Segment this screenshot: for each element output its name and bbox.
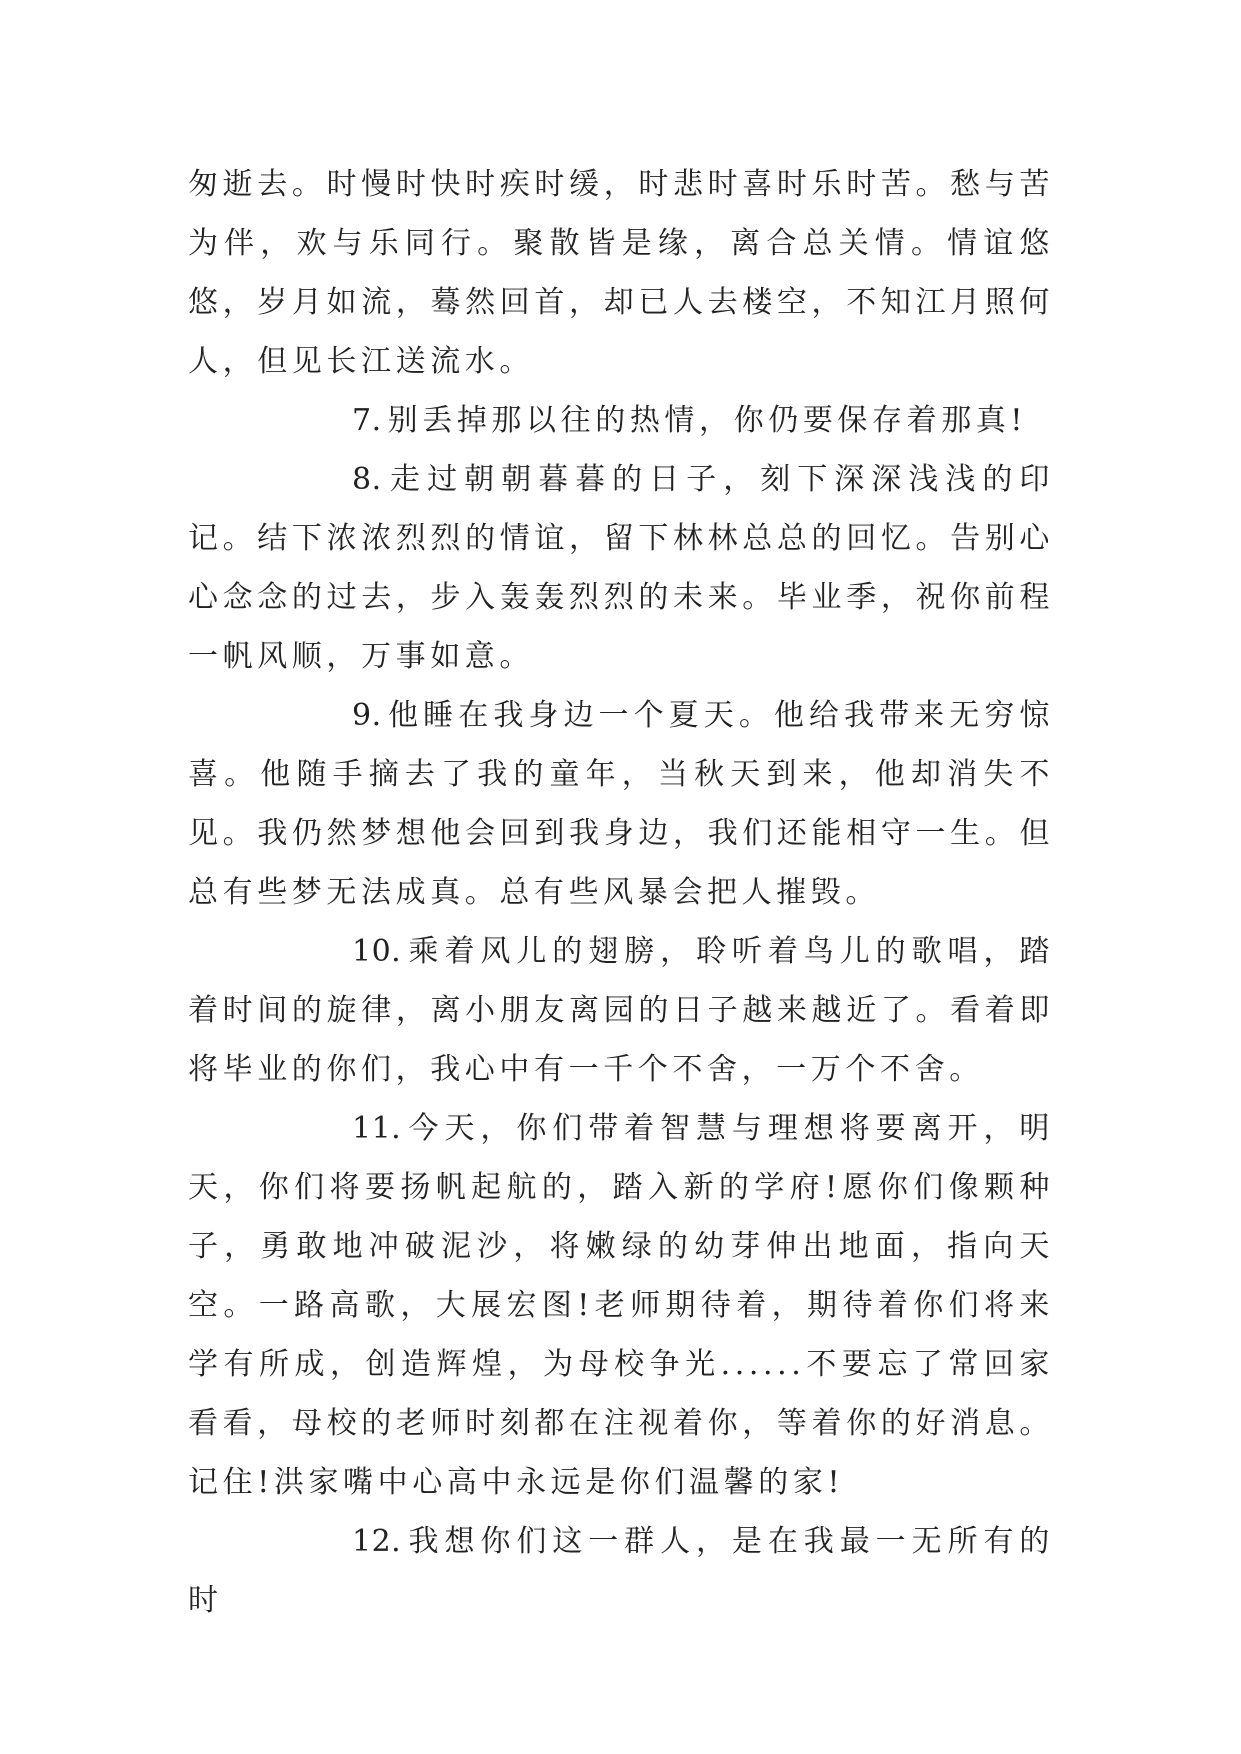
paragraph-8 bbox=[188, 450, 1054, 686]
paragraph-text: 他睡在我身边一个夏天。他给我带来无穷惊喜。他随手摘去了我的童年，当秋天到来，他却消失不见。我仍然梦想他会回到我身边，我们还能相守一生。但总有些梦无法成真。总有些风暴会把人摧毁。 bbox=[188, 698, 1054, 910]
document-body bbox=[188, 155, 1054, 1630]
paragraph-10 bbox=[188, 922, 1054, 1099]
paragraph-text: 走过朝朝暮暮的日子，刻下深深浅浅的印记。结下浓浓烈烈的情谊，留下林林总总的回忆。告别心心念念的过去，步入轰轰烈烈的未来。毕业季，祝你前程一帆风顺，万事如意。 bbox=[188, 462, 1054, 674]
paragraph-text: 匆逝去。时慢时快时疾时缓，时悲时喜时乐时苦。愁与苦为伴，欢与乐同行。聚散皆是缘，离合总关情。情谊悠悠，岁月如流，蓦然回首，却已人去楼空，不知江月照何人，但见长江送流水。 bbox=[188, 167, 1054, 379]
paragraph-number: 8. bbox=[352, 462, 382, 497]
paragraph-number: 7. bbox=[352, 403, 382, 438]
paragraph-number: 9. bbox=[352, 698, 382, 733]
paragraph-12 bbox=[188, 1512, 1054, 1630]
paragraph-text: 我想你们这一群人，是在我最一无所有的时 bbox=[188, 1524, 1054, 1618]
paragraph-number: 11. bbox=[352, 1111, 402, 1146]
paragraph-7 bbox=[188, 391, 1054, 450]
paragraph-text: 别丢掉那以往的热情，你仍要保存着那真! bbox=[387, 403, 1028, 438]
paragraph-9 bbox=[188, 686, 1054, 922]
paragraph-continued bbox=[188, 155, 1054, 391]
paragraph-text: 乘着风儿的翅膀，聆听着鸟儿的歌唱，踏着时间的旋律，离小朋友离园的日子越来越近了。看着即将毕业的你们，我心中有一千个不舍，一万个不舍。 bbox=[188, 934, 1054, 1087]
paragraph-number: 10. bbox=[352, 934, 402, 969]
paragraph-number: 12. bbox=[352, 1524, 402, 1559]
paragraph-11 bbox=[188, 1099, 1054, 1512]
paragraph-text: 今天，你们带着智慧与理想将要离开，明天，你们将要扬帆起航的，踏入新的学府!愿你们像颗种子，勇敢地冲破泥沙，将嫩绿的幼芽伸出地面，指向天空。一路高歌，大展宏图!老师期待着，期待着你们将来学有所成，创造辉煌，为母校争光......不要忘了常回家看看，母校的老师时刻都在注视着你，等着你的好消息。记住!洪家嘴中心高中永远是你们温馨的家! bbox=[188, 1111, 1054, 1500]
